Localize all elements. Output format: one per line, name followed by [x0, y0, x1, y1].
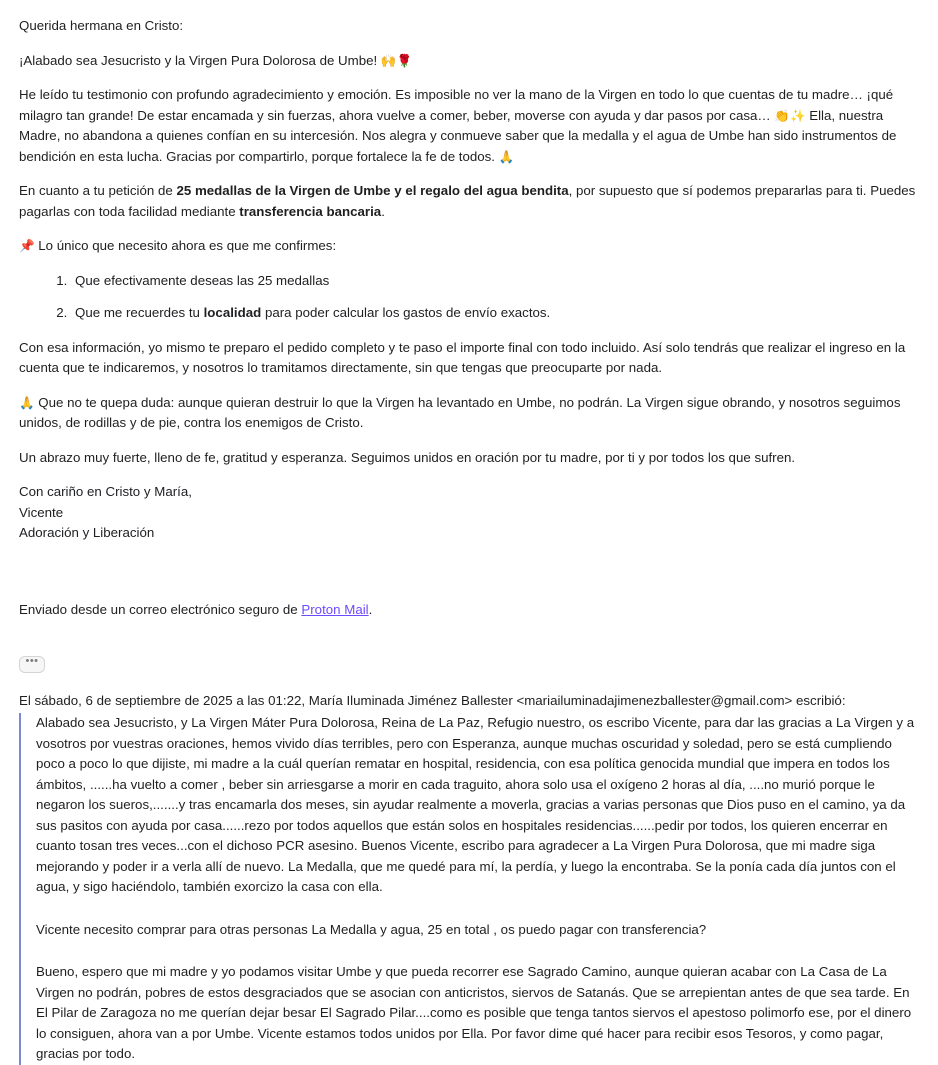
quoted-paragraph-2: Vicente necesito comprar para otras personas La Medalla y agua, 25 en total , os puedo pagar con transferencia?	[36, 921, 707, 937]
show-trimmed-content-button[interactable]	[19, 656, 45, 673]
expand-button-row	[19, 654, 919, 673]
body-paragraph-3: Con esa información, yo mismo te preparo el pedido completo y te paso el importe final con todo incluido. Así solo tendrás que realizar el ingreso en la cuenta que te indicaremos, y nosotros lo tramitamos directamente, sin que tengas que preocuparte por nada.	[19, 339, 906, 375]
praise-text: ¡Alabado sea Jesucristo y la Virgen Pura Dolorosa de Umbe!	[19, 52, 381, 68]
paragraph-2-part-c: .	[381, 203, 385, 219]
locality-bold: localidad	[203, 305, 262, 320]
medals-request-bold: 25 medallas de la Virgen de Umbe y el regalo del agua bendita	[176, 183, 569, 198]
quoted-email-header: El sábado, 6 de septiembre de 2025 a las 01:22, María Iluminada Jiménez Ballester <mariailuminadajimenezballester@gmail.com> escribió:	[19, 692, 846, 708]
confirmation-intro-text: Lo único que necesito ahora es que me confirmes:	[34, 238, 337, 253]
proton-footer-suffix: .	[368, 601, 373, 617]
folded-hands-icon: 🙏	[19, 394, 35, 410]
list-item-2-part-a: Que me recuerdes tu	[75, 305, 204, 320]
folded-hands-icon: 🙏	[498, 148, 515, 164]
body-paragraph-1	[19, 85, 919, 167]
body-paragraph-2	[19, 181, 919, 222]
body-paragraph-5: Un abrazo muy fuerte, lleno de fe, gratitud y esperanza. Seguimos unidos en oración por tu madre, por ti y por todos los que sufren.	[19, 449, 796, 465]
bank-transfer-bold: transferencia bancaria	[239, 203, 382, 219]
rose-icon: 🌹	[396, 52, 413, 68]
proton-mail-footer	[19, 600, 919, 621]
paragraph-1-part-b: Ella, nuestra Madre, no abandona a quienes confían en su intercesión. Nos alegra y conmueve saber que la medalla y el agua de Umbe han sido instrumentos de bendición en esta lucha. Gracias por compartirlo, porque fortalece la fe de todos.	[19, 107, 897, 164]
list-item-2-part-b: para poder calcular los gastos de envío exactos.	[261, 305, 551, 320]
signature-block	[19, 482, 919, 544]
sparkles-icon: ✨	[789, 107, 806, 123]
confirmation-list	[19, 271, 919, 324]
signature-line-2: Vicente	[19, 504, 64, 520]
paragraph-2-part-a: En cuanto a tu petición de	[19, 183, 177, 198]
paragraph-2-part-b: , por supuesto que sí podemos prepararlas para ti. Puedes pagarlas con toda facilidad mediante	[19, 183, 916, 219]
quoted-paragraph-1: Alabado sea Jesucristo, y La Virgen Máter Pura Dolorosa, Reina de La Paz, Refugio nuestro, os escribo Vicente, para dar las gracias a La Virgen y a vosotros por vuestras oraciones, hemos vivido días terribles, pero con Esperanza, aunque muchas oscuridad y soledad, pero se está cumpliendo poco a poco lo que dijiste, mi madre a la cuál querían rematar en hospital, residencia, con esa política genocida mundial que impera en todos los ámbitos, ......ha vuelto a comer , beber sin arriesgarse a morir en cada traguito, ahora solo usa el oxígeno 2 horas al día, ....no murió porque le negaron los sueros,.......y tras encamarla dos meses, sin ayudar realmente a moverla, gracias a varias personas que Dios puso en el camino, ya da sus pasitos con ayuda por casa......rezo por todos aquellos que están solos en hospitales residencias......pedir por todos, los quieren encerrar en cuanto tosan tres veces...con el dichoso PCR asesino. Buenos Vicente, escribo para agradecer a La Virgen Pura Dolorosa, que mi madre siga mejorando y poder ir a verla allí de nuevo. La Medalla, que me quedé para mí, la perdía, y luego la encontraba. Se la ponía cada día juntos con el agua, y sigo haciéndolo, también exorcizo la casa con ella.	[36, 715, 915, 894]
list-item	[71, 303, 919, 324]
greeting-paragraph: Querida hermana en Cristo:	[19, 18, 184, 33]
list-item	[71, 271, 919, 292]
quoted-paragraph-3: Bueno, espero que mi madre y yo podamos visitar Umbe y que pueda recorrer ese Sagrado Camino, aunque quieran acabar con La Casa de La Virgen no podrán, pobres de estos desgraciados que se asocian con anticristos, siervos de Satanás. Que se arrepientan antes de que sea tarde. En El Pilar de Zaragoza no me querían dejar besar El Sagrado Pilar....como es posible que tenga tantos siervos el apestoso polimorfo ese, por el dinero lo consiguen, ahora van a por Umbe. Vicente estamos todos unidos por Ella. Por favor dime qué hacer para recibir esos Tesoros, y como pagar, gracias por todo.	[36, 964, 912, 1061]
paragraph-4-text: Que no te quepa duda: aunque quieran destruir lo que la Virgen ha levantado en Umbe, no podrán. La Virgen sigue obrando, y nosotros seguimos unidos, de rodillas y de pie, contra los enemigos de Cristo.	[19, 394, 901, 430]
signature-spacer	[19, 544, 919, 600]
list-item-1-part-a: Que efectivamente deseas las 25 medallas	[75, 272, 330, 288]
body-paragraph-4	[19, 393, 919, 434]
praise-paragraph	[19, 51, 919, 72]
signature-line-3: Adoración y Liberación	[19, 525, 155, 540]
quoted-email-content	[19, 713, 919, 1065]
pushpin-icon: 📌	[19, 238, 35, 253]
proton-mail-link[interactable]: Proton Mail	[301, 601, 369, 617]
signature-line-1: Con cariño en Cristo y María,	[19, 484, 192, 499]
proton-footer-prefix: Enviado desde un correo electrónico seguro de	[19, 601, 302, 617]
ellipsis-icon: •••	[25, 655, 39, 667]
clapping-hands-icon: 👏	[774, 107, 790, 123]
confirmation-intro	[19, 236, 919, 257]
paragraph-1-part-a: He leído tu testimonio con profundo agradecimiento y emoción. Es imposible no ver la mano de la Virgen en todo lo que cuentas de tu madre… ¡qué milagro tan grande! De estar encamada y sin fuerzas, ahora vuelve a comer, beber, moverse con ayuda y dar pasos por casa…	[19, 87, 894, 123]
raising-hands-icon: 🙌	[380, 52, 397, 68]
